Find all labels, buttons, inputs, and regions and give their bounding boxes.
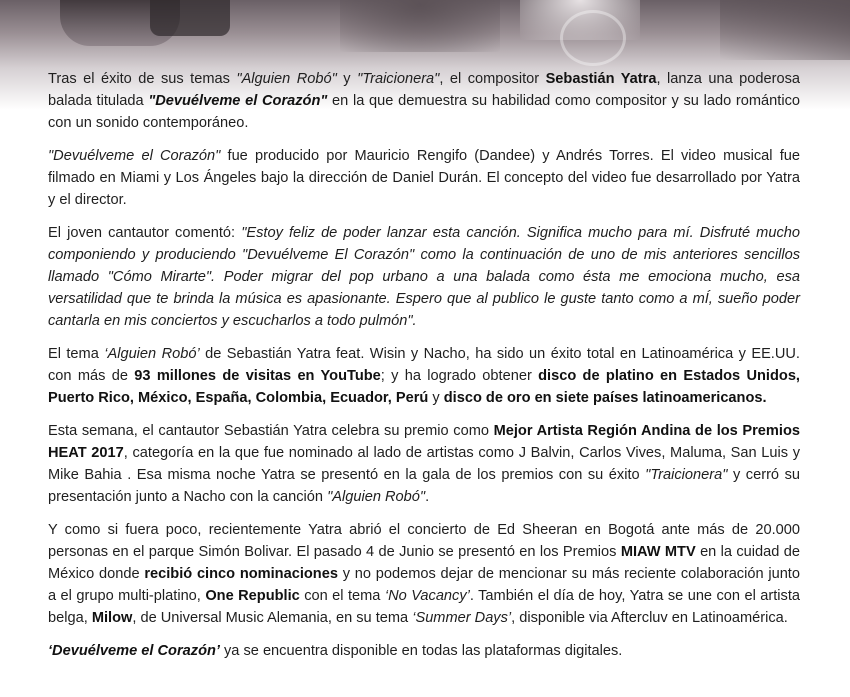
text: . bbox=[425, 489, 430, 505]
text: en la cuidad de México donde bbox=[48, 544, 800, 582]
text: ya se encuentra disponible en todas las plataformas digitales. bbox=[219, 643, 623, 659]
text: Tras el éxito de sus temas bbox=[48, 71, 237, 87]
text: , de Universal Music Alemania, en su tema bbox=[132, 610, 413, 626]
text: , el compositor bbox=[439, 71, 546, 87]
highlight: MIAW MTV bbox=[620, 544, 696, 560]
paragraph-2 bbox=[48, 145, 800, 211]
song-title: "Traicionera" bbox=[357, 71, 440, 87]
highlight: disco de platino en Estados Unidos, Puerto Rico, México, España, Colombia, Ecuador, Perú bbox=[48, 368, 800, 406]
text: El joven cantautor comentó: bbox=[48, 225, 242, 241]
text: Esta semana, el cantautor Sebastián Yatra celebra su premio como bbox=[48, 423, 494, 439]
highlight: disco de oro en siete países latinoamericanos. bbox=[443, 390, 767, 406]
song-title: "Alguien Robó" bbox=[327, 489, 426, 505]
text: El tema bbox=[48, 346, 105, 362]
song-title: "Traicionera" bbox=[645, 467, 728, 483]
text: y bbox=[336, 71, 358, 87]
text: ; y ha logrado obtener bbox=[380, 368, 539, 384]
song-title: ‘Alguien Robó’ bbox=[104, 346, 200, 362]
highlight: One Republic bbox=[205, 588, 300, 604]
text: y cerró su presentación junto a Nacho con la canción bbox=[48, 467, 800, 505]
photo-shape bbox=[150, 0, 230, 36]
photo-shape bbox=[560, 10, 626, 66]
song-title: "Devuélveme el Corazón" bbox=[148, 93, 328, 109]
photo-shape bbox=[720, 0, 850, 60]
text: y no podemos dejar de mencionar su más reciente colaboración junto a el grupo multi-platino, bbox=[48, 566, 800, 604]
article-body bbox=[48, 68, 800, 673]
paragraph-6 bbox=[48, 519, 800, 629]
highlight: Milow bbox=[91, 610, 133, 626]
text: Y como si fuera poco, recientemente Yatra abrió el concierto de Ed Sheeran en Bogotá ante más de 20.000 personas en el parque Simón Bolivar. El pasado 4 de Junio se presentó en los Premios bbox=[48, 522, 800, 560]
text: , disponible via Aftercluv en Latinoamérica. bbox=[511, 610, 788, 626]
paragraph-7 bbox=[48, 640, 800, 662]
paragraph-5 bbox=[48, 420, 800, 508]
highlight: 93 millones de visitas en YouTube bbox=[134, 368, 381, 384]
text: , lanza una poderosa balada titulada bbox=[48, 71, 801, 109]
song-title: "Devuélveme el Corazón" bbox=[48, 148, 221, 164]
photo-shape bbox=[340, 0, 500, 52]
song-title: ‘No Vacancy’ bbox=[384, 588, 470, 604]
paragraph-4 bbox=[48, 343, 800, 409]
text: con el tema bbox=[299, 588, 385, 604]
highlight: recibió cinco nominaciones bbox=[144, 566, 338, 582]
song-title: ‘Devuélveme el Corazón’ bbox=[48, 643, 220, 659]
paragraph-1 bbox=[48, 68, 800, 134]
text: de Sebastián Yatra feat. Wisin y Nacho, ha sido un éxito total en Latinoamérica y EE.UU. con más de bbox=[48, 346, 800, 384]
quote: "Estoy feliz de poder lanzar esta canción. Significa mucho para mí. Disfruté mucho componiendo y produciendo "Devuélveme El Corazón" como la continuación de uno de mis anteriores sencillos llamado "Cómo Mirarte". Poder migrar del pop urbano a una balada como ésta me emociona mucho, esa versatilidad que te brinda la música es apasionante. Espero que al publico le guste tanto como a mÍ, sueño poder cantarla en mis conciertos y escucharlos a todo pulmón". bbox=[48, 225, 800, 329]
text: fue producido por Mauricio Rengifo (Dandee) y Andrés Torres. El video musical fue filmado en Miami y Los Ángeles bajo la dirección de Daniel Durán. El concepto del video fue desarrollado por Yatra y el director. bbox=[48, 148, 800, 208]
text: . También el día de hoy, Yatra se une con el artista belga, bbox=[48, 588, 801, 626]
paragraph-3 bbox=[48, 222, 800, 332]
text: y bbox=[428, 390, 444, 406]
text: en la que demuestra su habilidad como compositor y su lado romántico con un sonido contemporáneo. bbox=[48, 93, 800, 131]
text: , categoría en la que fue nominado al lado de artistas como J Balvin, Carlos Vives, Maluma, San Luis y Mike Bahia . Esa misma noche Yatra se presentó en la gala de los premios con su éxito bbox=[48, 445, 800, 483]
song-title: ‘Summer Days’ bbox=[412, 610, 512, 626]
song-title: "Alguien Robó" bbox=[236, 71, 337, 87]
highlight: Mejor Artista Región Andina de los Premios HEAT 2017 bbox=[48, 423, 800, 461]
artist-name: Sebastián Yatra bbox=[545, 71, 657, 87]
